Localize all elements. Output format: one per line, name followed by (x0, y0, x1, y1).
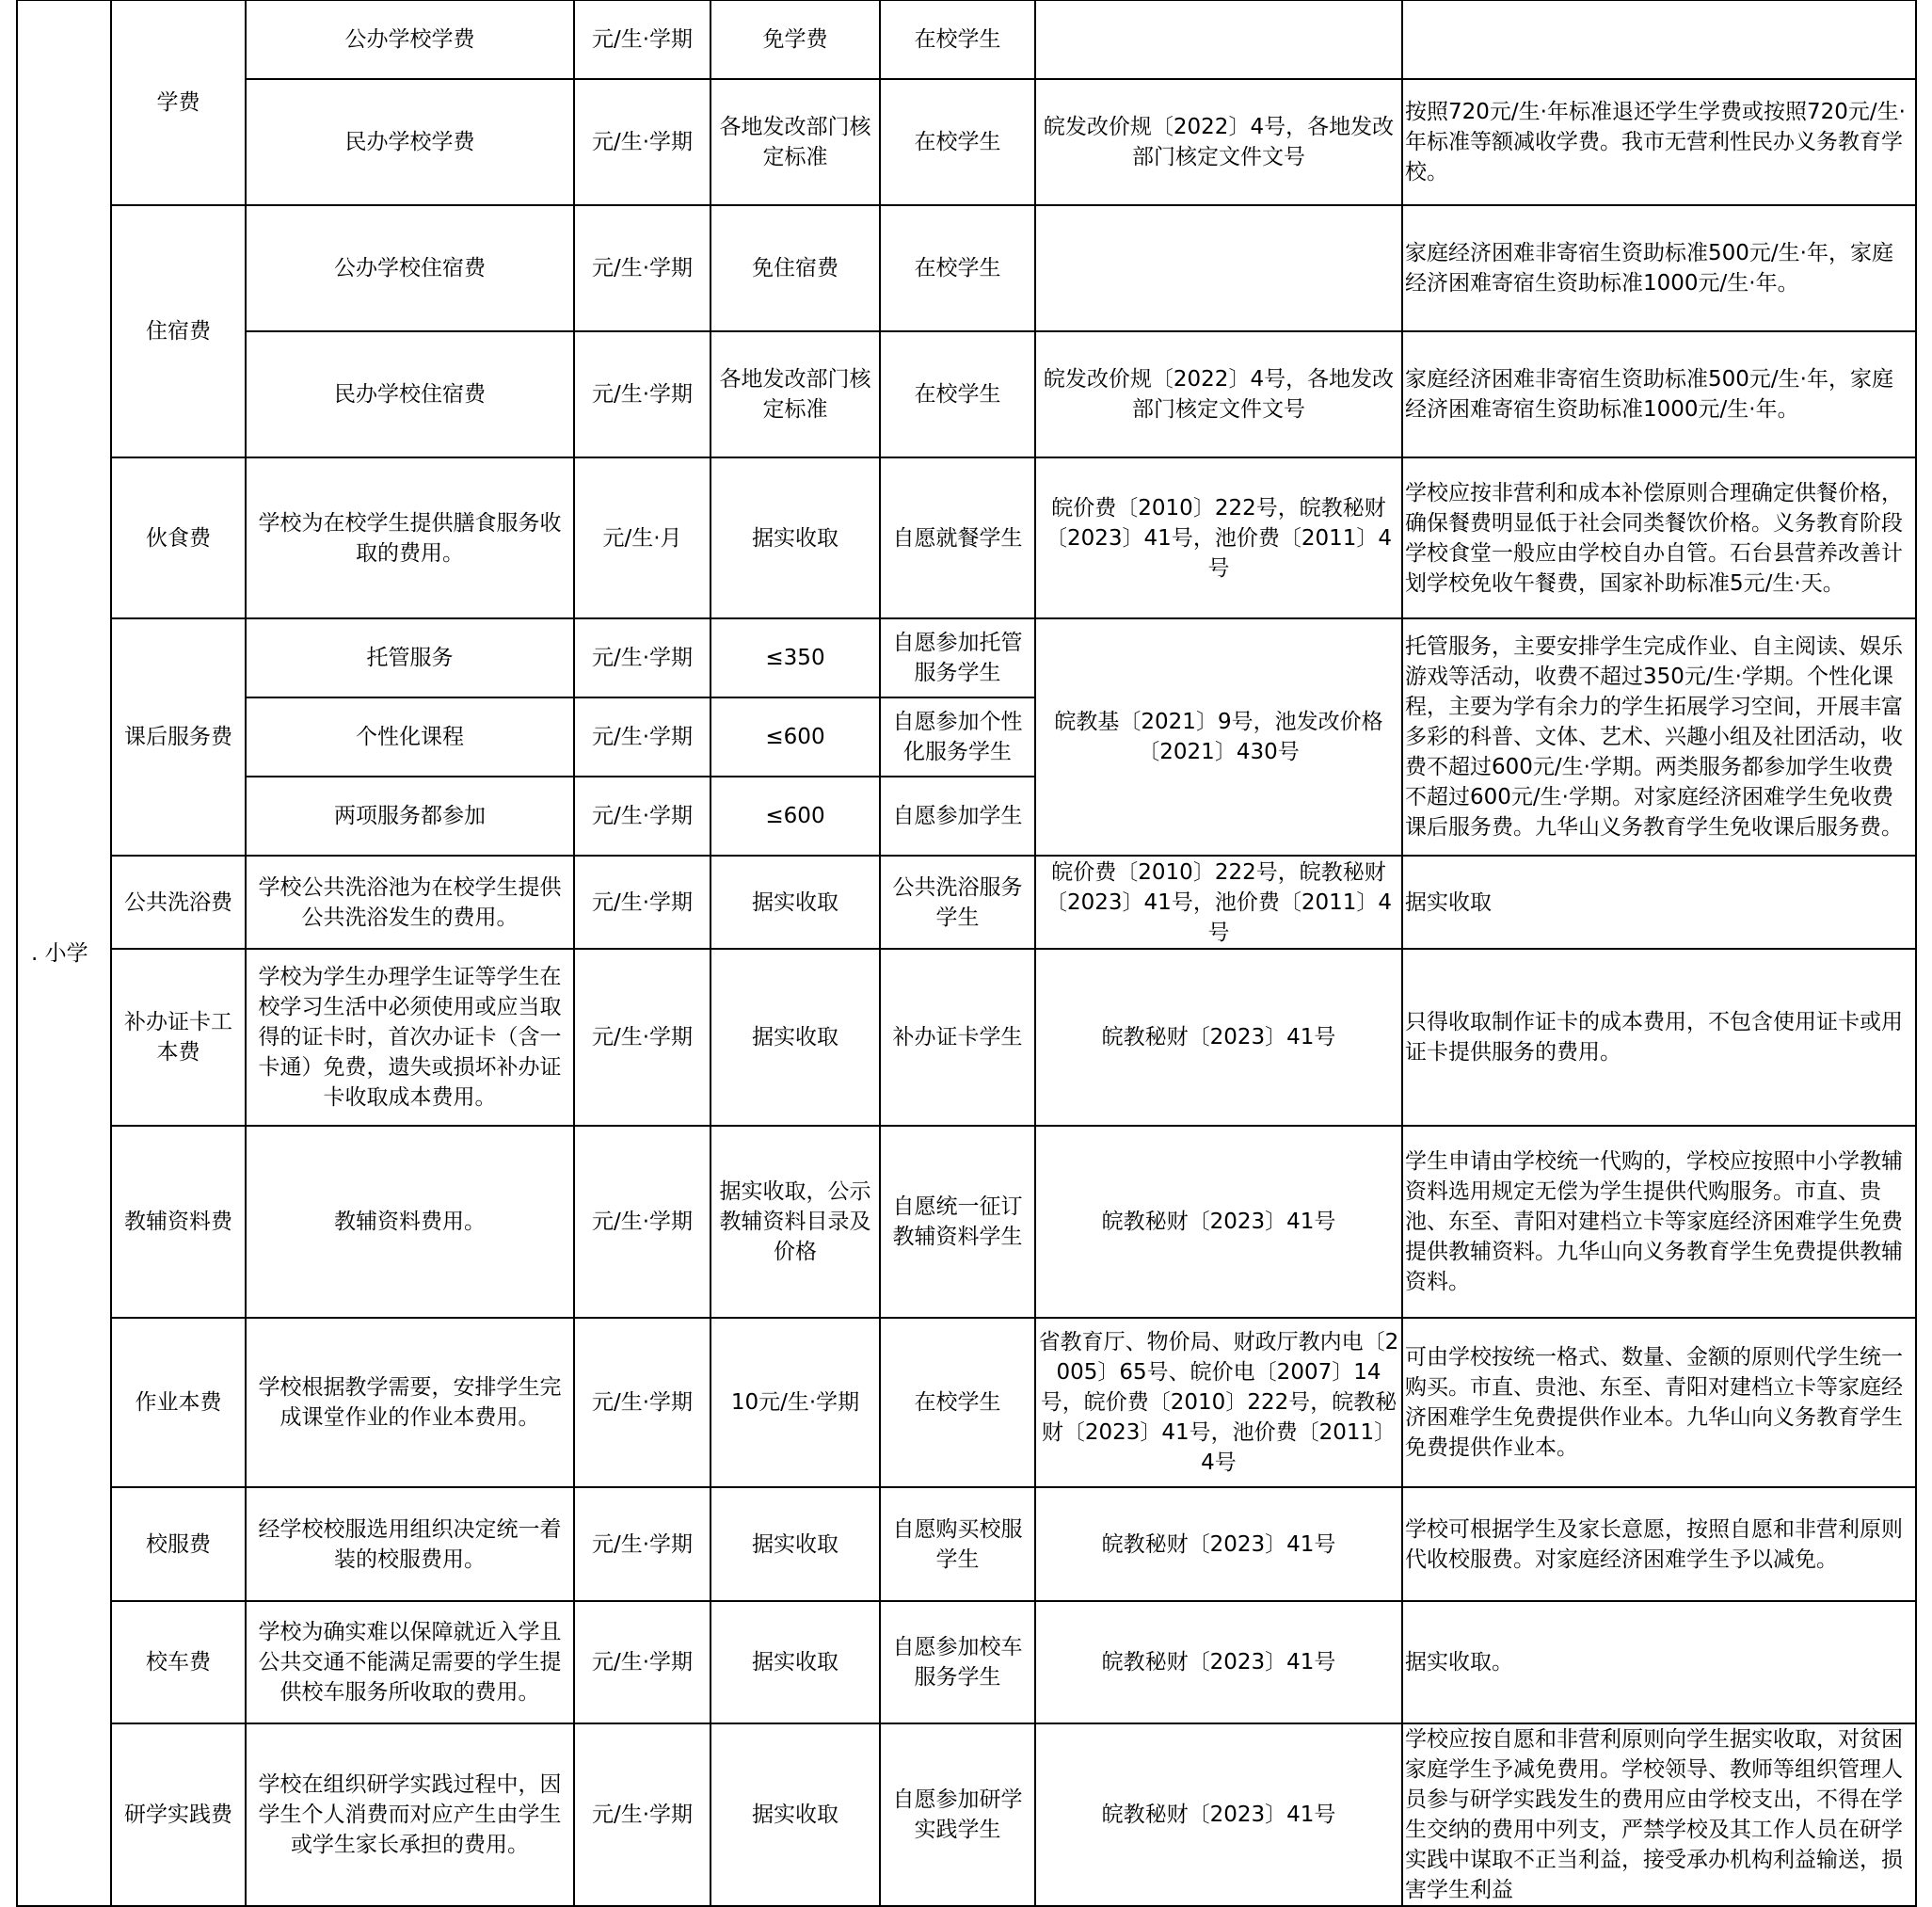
note-cell: 学校应按自愿和非营利原则向学生据实收取，对贫困家庭学生予减免费用。学校领导、教师等组织管理人员参与研学实践发生的费用应由学校支出，不得在学生交纳的费用中列支，严禁学校及其工作人员在研学实践中谋取不正当利益，接受承办机构利益输送，损害学生利益 (1402, 1723, 1916, 1906)
standard-cell: 据实收取，公示教辅资料目录及价格 (711, 1126, 880, 1318)
target-cell: 自愿参加校车服务学生 (880, 1601, 1035, 1723)
target-cell: 自愿统一征订教辅资料学生 (880, 1126, 1035, 1318)
table-row (17, 79, 1916, 205)
category-cell: 校车费 (111, 1601, 246, 1723)
category-cell: 教辅资料费 (111, 1126, 246, 1318)
basis-cell: 皖教基〔2021〕9号，池发改价格〔2021〕430号 (1035, 618, 1402, 856)
item-cell: 两项服务都参加 (246, 777, 574, 856)
standard-cell: ≤600 (711, 777, 880, 856)
item-cell: 学校在组织研学实践过程中，因学生个人消费而对应产生由学生或学生家长承担的费用。 (246, 1723, 574, 1906)
note-cell: 学生申请由学校统一代购的，学校应按照中小学教辅资料选用规定无偿为学生提供代购服务。市直、贵池、东至、青阳对建档立卡等家庭经济困难学生免费提供教辅资料。九华山向义务教育学生免费提供教辅资料。 (1402, 1126, 1916, 1318)
table-row (17, 1126, 1916, 1318)
category-cell: 课后服务费 (111, 618, 246, 856)
target-cell: 在校学生 (880, 1318, 1035, 1487)
basis-cell: 皖教秘财〔2023〕41号 (1035, 1487, 1402, 1601)
standard-cell: 免住宿费 (711, 205, 880, 331)
item-cell: 公办学校住宿费 (246, 205, 574, 331)
target-cell: 自愿参加个性化服务学生 (880, 697, 1035, 777)
unit-cell: 元/生·学期 (574, 205, 711, 331)
note-cell: 据实收取。 (1402, 1601, 1916, 1723)
target-cell: 公共洗浴服务学生 (880, 856, 1035, 949)
unit-cell: 元/生·学期 (574, 1487, 711, 1601)
item-cell: 学校为确实难以保障就近入学且公共交通不能满足需要的学生提供校车服务所收取的费用。 (246, 1601, 574, 1723)
unit-cell: 元/生·学期 (574, 697, 711, 777)
basis-cell: 省教育厅、物价局、财政厅教内电〔2005〕65号、皖价电〔2007〕14号，皖价费〔2010〕222号，皖教秘财〔2023〕41号，池价费〔2011〕4号 (1035, 1318, 1402, 1487)
basis-cell: 皖教秘财〔2023〕41号 (1035, 949, 1402, 1126)
table-row (17, 205, 1916, 331)
note-cell: 托管服务，主要安排学生完成作业、自主阅读、娱乐游戏等活动，收费不超过350元/生·学期。个性化课程，主要为学有余力的学生拓展学习空间，开展丰富多彩的科普、文体、艺术、兴趣小组及社团活动，收费不超过600元/生·学期。两类服务都参加学生收费不超过600元/生·学期。对家庭经济困难学生免收费课后服务费。九华山义务教育学生免收课后服务费。 (1402, 618, 1916, 856)
table-row (17, 0, 1916, 79)
basis-cell: 皖教秘财〔2023〕41号 (1035, 1723, 1402, 1906)
school-level-cell: . 小学 (17, 0, 111, 1906)
category-cell: 住宿费 (111, 205, 246, 457)
note-cell: 家庭经济困难非寄宿生资助标准500元/生·年，家庭经济困难寄宿生资助标准1000元/生·年。 (1402, 331, 1916, 457)
item-cell: 民办学校学费 (246, 79, 574, 205)
item-cell: 民办学校住宿费 (246, 331, 574, 457)
unit-cell: 元/生·学期 (574, 777, 711, 856)
note-cell: 学校可根据学生及家长意愿，按照自愿和非营利原则代收校服费。对家庭经济困难学生予以减免。 (1402, 1487, 1916, 1601)
table-row (17, 1487, 1916, 1601)
item-cell: 学校根据教学需要，安排学生完成课堂作业的作业本费用。 (246, 1318, 574, 1487)
item-cell: 学校为在校学生提供膳食服务收取的费用。 (246, 457, 574, 618)
item-cell: 公办学校学费 (246, 0, 574, 79)
basis-cell: 皖教秘财〔2023〕41号 (1035, 1601, 1402, 1723)
standard-cell: 各地发改部门核定标准 (711, 331, 880, 457)
unit-cell: 元/生·学期 (574, 0, 711, 79)
unit-cell: 元/生·学期 (574, 1601, 711, 1723)
item-cell: 托管服务 (246, 618, 574, 697)
target-cell: 自愿购买校服学生 (880, 1487, 1035, 1601)
item-cell: 教辅资料费用。 (246, 1126, 574, 1318)
unit-cell: 元/生·学期 (574, 1126, 711, 1318)
unit-cell: 元/生·学期 (574, 1318, 711, 1487)
basis-cell: 皖价费〔2010〕222号，皖教秘财〔2023〕41号，池价费〔2011〕4号 (1035, 457, 1402, 618)
category-cell: 补办证卡工本费 (111, 949, 246, 1126)
table-row (17, 457, 1916, 618)
target-cell: 在校学生 (880, 0, 1035, 79)
standard-cell: 各地发改部门核定标准 (711, 79, 880, 205)
standard-cell: 据实收取 (711, 856, 880, 949)
category-cell: 研学实践费 (111, 1723, 246, 1906)
target-cell: 自愿参加研学实践学生 (880, 1723, 1035, 1906)
target-cell: 在校学生 (880, 331, 1035, 457)
target-cell: 自愿参加托管服务学生 (880, 618, 1035, 697)
standard-cell: 据实收取 (711, 949, 880, 1126)
item-cell: 学校公共洗浴池为在校学生提供公共洗浴发生的费用。 (246, 856, 574, 949)
target-cell: 补办证卡学生 (880, 949, 1035, 1126)
standard-cell: ≤600 (711, 697, 880, 777)
table-row (17, 618, 1916, 697)
basis-cell (1035, 0, 1402, 79)
standard-cell: 10元/生·学期 (711, 1318, 880, 1487)
unit-cell: 元/生·学期 (574, 949, 711, 1126)
note-cell: 只得收取制作证卡的成本费用，不包含使用证卡或用证卡提供服务的费用。 (1402, 949, 1916, 1126)
unit-cell: 元/生·学期 (574, 331, 711, 457)
note-cell: 家庭经济困难非寄宿生资助标准500元/生·年，家庭经济困难寄宿生资助标准1000元/生·年。 (1402, 205, 1916, 331)
target-cell: 自愿就餐学生 (880, 457, 1035, 618)
table-row (17, 1723, 1916, 1906)
basis-cell: 皖教秘财〔2023〕41号 (1035, 1126, 1402, 1318)
standard-cell: 据实收取 (711, 1601, 880, 1723)
note-cell: 据实收取 (1402, 856, 1916, 949)
category-cell: 学费 (111, 0, 246, 205)
unit-cell: 元/生·学期 (574, 1723, 711, 1906)
table-row (17, 1601, 1916, 1723)
target-cell: 自愿参加学生 (880, 777, 1035, 856)
category-cell: 伙食费 (111, 457, 246, 618)
standard-cell: 免学费 (711, 0, 880, 79)
fee-table (16, 0, 1917, 1907)
target-cell: 在校学生 (880, 79, 1035, 205)
unit-cell: 元/生·学期 (574, 618, 711, 697)
category-cell: 公共洗浴费 (111, 856, 246, 949)
note-cell: 学校应按非营利和成本补偿原则合理确定供餐价格，确保餐费明显低于社会同类餐饮价格。义务教育阶段学校食堂一般应由学校自办自管。石台县营养改善计划学校免收午餐费，国家补助标准5元/生·天。 (1402, 457, 1916, 618)
table-row (17, 949, 1916, 1126)
table-row (17, 1318, 1916, 1487)
basis-cell: 皖价费〔2010〕222号，皖教秘财〔2023〕41号，池价费〔2011〕4号 (1035, 856, 1402, 949)
unit-cell: 元/生·月 (574, 457, 711, 618)
unit-cell: 元/生·学期 (574, 856, 711, 949)
note-cell (1402, 0, 1916, 79)
standard-cell: 据实收取 (711, 1487, 880, 1601)
standard-cell: ≤350 (711, 618, 880, 697)
note-cell: 可由学校按统一格式、数量、金额的原则代学生统一购买。市直、贵池、东至、青阳对建档立卡等家庭经济困难学生免费提供作业本。九华山向义务教育学生免费提供作业本。 (1402, 1318, 1916, 1487)
note-cell: 按照720元/生·年标准退还学生学费或按照720元/生·年标准等额减收学费。我市无营利性民办义务教育学校。 (1402, 79, 1916, 205)
basis-cell (1035, 205, 1402, 331)
standard-cell: 据实收取 (711, 1723, 880, 1906)
category-cell: 作业本费 (111, 1318, 246, 1487)
basis-cell: 皖发改价规〔2022〕4号，各地发改部门核定文件文号 (1035, 331, 1402, 457)
item-cell: 经学校校服选用组织决定统一着装的校服费用。 (246, 1487, 574, 1601)
table-row (17, 331, 1916, 457)
category-cell: 校服费 (111, 1487, 246, 1601)
target-cell: 在校学生 (880, 205, 1035, 331)
item-cell: 个性化课程 (246, 697, 574, 777)
table-row (17, 856, 1916, 949)
basis-cell: 皖发改价规〔2022〕4号，各地发改部门核定文件文号 (1035, 79, 1402, 205)
standard-cell: 据实收取 (711, 457, 880, 618)
unit-cell: 元/生·学期 (574, 79, 711, 205)
item-cell: 学校为学生办理学生证等学生在校学习生活中必须使用或应当取得的证卡时，首次办证卡（含一卡通）免费，遗失或损坏补办证卡收取成本费用。 (246, 949, 574, 1126)
